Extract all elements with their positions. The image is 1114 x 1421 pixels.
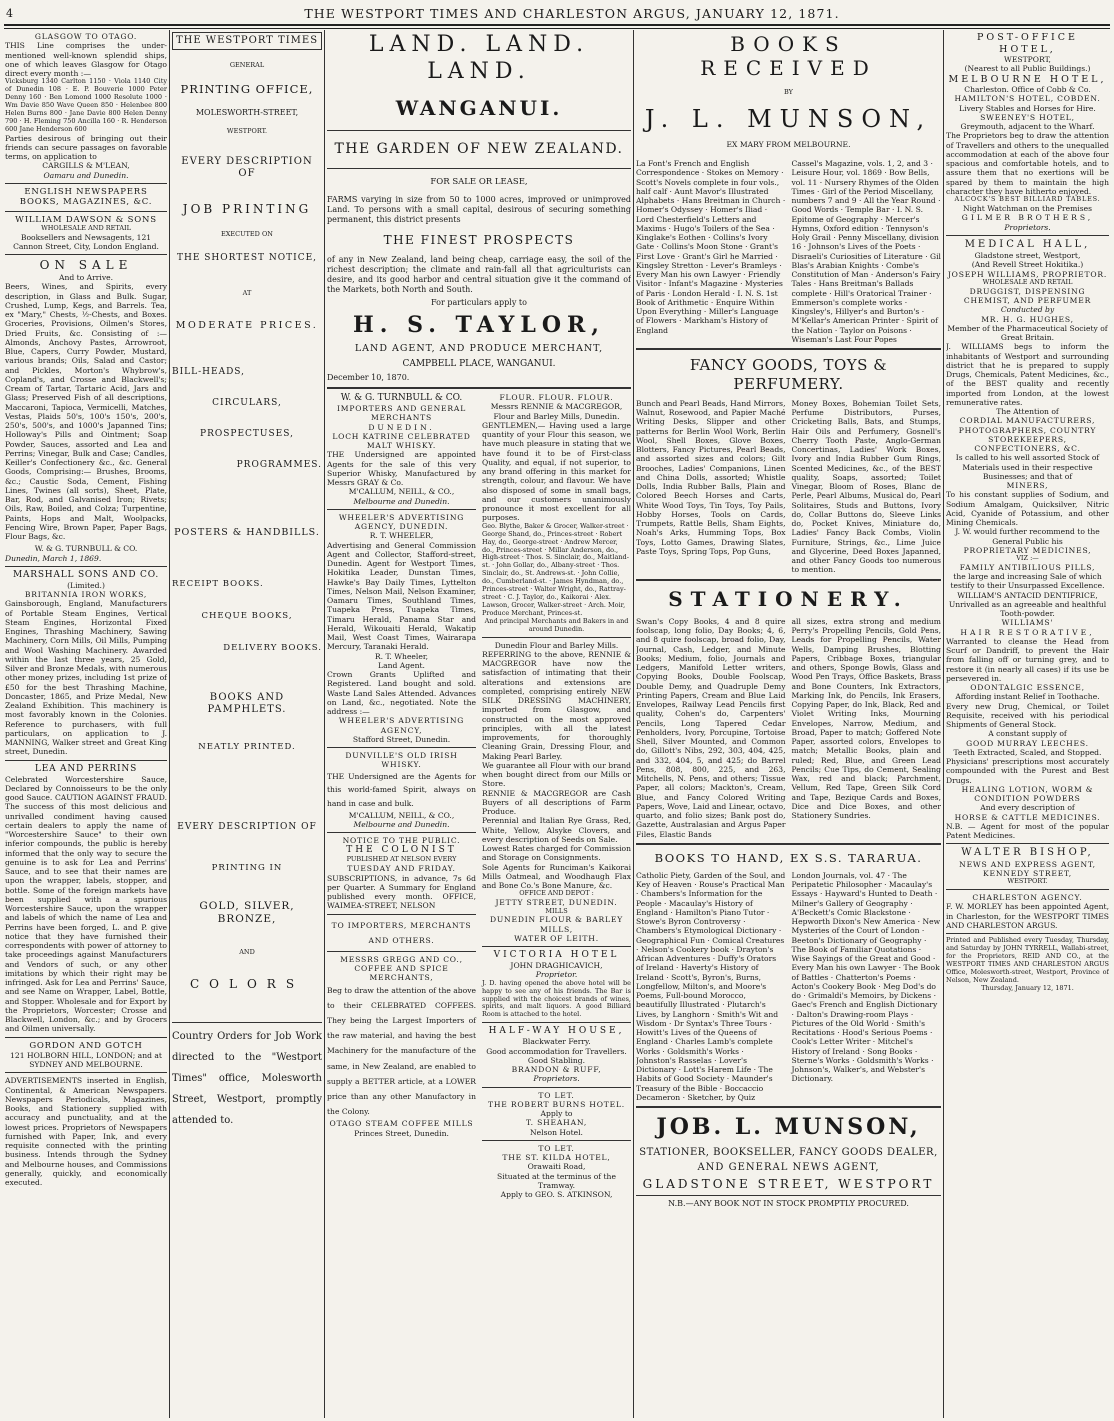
ad-heading: ON SALE [39,258,133,273]
ad-subheading: WHEELER'S ADVERTISING AGENCY, [338,716,465,735]
ad-line: CIRCULARS, [212,398,282,409]
ad-signature: M'CALLUM, NEILL, & CO., [348,487,455,497]
ad-line: THE SHORTEST NOTICE, [176,252,318,263]
ad-subheading: Messrs RENNIE & MACGREGOR, Flour and Barley Mills, Dunedin. [490,402,623,421]
ad-heading: FLOUR. FLOUR. FLOUR. [499,393,614,403]
ad-body: all sizes, extra strong and medium Perry's Propelling Pencils, Gold Pens, Leads for Propelling Pencils, Water Wells, Damping Brushes, Blotting Papers, Cribbage Boxes, triangular and others, Sponge Bowls, Glass and Wood Pen Trays, Office Baskets, Brass and Bone Counters, Ink Extractors, Marking Ink, do Pencils, Ink Erasers, Copying Paper, do Ink, Black, Red and Violet Writing Inks, Mourning Envelopes, Narrow, Medium, and Broad, Paper to match; Goffered Note Paper, assorted colors, Envelopes to match; Metallic Books, plain and ruled; Red, Blue, and Green Lead Pencils; Cue Tips, do Cement, Sealing Wax, red and black; Parchment, Vellum, Red Tape, Green Silk Cord and Tape, Bezique Cards and Boxes, Dice and Dice Boxes, and other Stationery Sundries. [791,616,941,821]
ad-heading: LAND. LAND. LAND. [368,32,590,84]
ad-subheading: KENNEDY STREET, [983,868,1072,878]
ad-line: PROGRAMMES. [236,460,322,471]
ad-body: THE Undersigned are appointed Agents for the sale of this very Superior Whisky, Manufactured by Messrs GRAY & Co. [327,450,476,488]
ad-heading: DUNVILLE'S OLD IRISH WHISKY. [345,751,458,770]
ad-body: Every new Drug, Chemical, or Toilet Requisite, received with his periodical Shipments of General Stock. [946,701,1109,730]
ad-location: Oamaru and Dunedin. [43,170,129,180]
ad-subheading: WHOLESALE AND RETAIL [982,277,1073,286]
divider [482,1140,631,1141]
ad-subheading: EX MARY FROM MELBOURNE. [726,139,851,149]
divider [636,843,941,845]
ad-line: Proprietor. [535,970,578,980]
ad-subheading: WESTPORT. [226,126,268,135]
divider [327,832,476,833]
ad-heading: MESSRS GREGG AND CO., [340,954,463,964]
ad-line: Night Watchman on the Premises [962,204,1093,214]
divider [946,889,1109,890]
column-5 [946,32,1109,1418]
ad-heading: MARSHALL SONS AND CO. [12,569,160,580]
column-1 [5,32,167,1418]
ad-heading: THE WESTPORT TIMES [172,32,322,50]
ad-heading: CHARLESTON AGENCY. [972,893,1083,903]
column-divider [169,30,170,1418]
ad-heading: THE GARDEN OF NEW ZEALAND. [334,141,624,158]
ad-body: Money Boxes, Bohemian Toilet Sets, Perfume Distributors, Purses, Cricketing Balls, Bats, and Stumps, Hair Oils and Perfumery, Gosnell's Cherry Tooth Paste, Anglo-German Concertinas, Ladies' Work Boxes, Ivory and India Rubber Gum Rings, Scented Medicines, &c., of the BEST quality, Soaps, assorted; Toilet Vinegar, Bloom of Roses, Blanc de Perle, Pearl Albums, Musical do, Pearl Solitaires, Studs and Buttons, Ivory do, Collar Buttons do, Sleeve Links do, Pocket Knives, Miniature do, Ladies' Fancy Back Combs, Violin Furniture, Strings, &c., Lime Juice and Glycerine, Deed Boxes Japanned, and other Fancy Goods too numerous to mention. [791,398,941,575]
ad-subheading: BRITANNIA IRON WORKS, [24,590,148,600]
ad-heading: POST-OFFICE HOTEL, [977,32,1078,55]
ad-body: REFERRING to the above, RENNIE & MACGREGOR have now the satisfaction of intimating that their alterations and extensions are completed, comprising entirely NEW SILK DRESSING MACHINERY, imported from Glasgow, and constructed on the most approved principles, with all the latest improvements, for thoroughly Cleaning Grain, Dressing Flour, and Making Pearl Barley. [482,649,631,761]
divider [636,579,941,581]
ad-subheading: EXECUTED ON [221,229,273,238]
ad-subheading: PUBLISHED AT NELSON EVERY [346,855,457,864]
ad-body: F. W. MORLEY has been appointed Agent, in Charleston, for the WESTPORT TIMES AND CHARLESTON ARGUS. [946,902,1109,930]
newspaper-title: THE WESTPORT TIMES AND CHARLESTON ARGUS, JANUARY 12, 1871. [304,5,840,21]
ad-line: COLORS [189,977,305,992]
ad-body: Booksellers and Newsagents, 121 Cannon Street, City, London England. [13,232,159,252]
divider [946,843,1109,844]
ad-subheading: STATIONER, BOOKSELLER, FANCY GOODS DEALER, [639,1147,938,1159]
divider [172,1022,322,1023]
ad-line: PRINTING IN [211,863,283,874]
ad-body: Physicians' prescriptions most accurately compounded with the Purest and Best Drugs. [946,757,1109,785]
ad-heading: TO LET. [538,1143,575,1153]
ad-subheading: LOCH KATRINE CELEBRATED MALT WHISKY. [332,431,471,451]
divider [482,637,631,638]
ad-body: Lowest Rates charged for Commission and Storage on Consignments. [482,844,631,863]
ad-body: We guarantee all Flour with our brand when bought direct from our Mills or Store. [482,760,631,789]
ad-heading: BOOKS RECEIVED [700,32,877,81]
ad-line: Stafford Street, Dunedin. [352,734,451,744]
ad-subheading: JOSEPH WILLIAMS, PROPRIETOR. [947,269,1108,279]
ad-heading: VICTORIA HOTEL [493,950,620,961]
divider [946,933,1109,934]
top-rule-thin [4,28,1110,29]
ad-heading: MELBOURNE HOTEL, [948,73,1107,85]
ad-subheading: CAMPBELL PLACE, WANGANUI. [402,358,556,369]
ad-subheading: And to Arrive. [58,273,114,283]
ad-body: Warranted to cleanse the Head from Scurf or Dandriff, to prevent the Hair from falling off or turning grey, and to restore it (in nearly all cases) if its use be persevered in. [946,636,1109,683]
ad-location: Melbourne and Dunedin. [353,819,450,829]
ad-subheading: HEALING LOTION, WORM & CONDITION POWDERS [961,784,1094,804]
ad-line: Affording instant Relief in Toothache. [955,692,1100,702]
divider [327,509,476,510]
ad-body: THE Undersigned are the Agents for this world-famed Spirit, always on hand in case and bulk. [327,771,476,809]
ad-line: Proprietors. [533,1074,580,1084]
ad-line: ALCOCK'S BEST BILLIARD TABLES. [954,195,1101,204]
ad-subheading: IMPORTERS AND GENERAL MERCHANTS [336,404,467,423]
ad-line: Teeth Extracted, Scaled, and Stopped. [953,747,1102,757]
column-divider [324,30,325,1418]
ad-subheading: CORDIAL MANUFACTURERS, PHOTOGRAPHERS, COUNTRY STOREKEEPERS, CONFECTIONERS, &C. [958,416,1097,454]
ad-subheading: MILLS [545,906,568,915]
ad-body: RENNIE & MACGREGOR are Cash Buyers of all descriptions of Farm Produce. [482,788,631,817]
ad-line: Greymouth, adjacent to the Wharf. [960,122,1095,132]
ad-subheading: FAMILY ANTIBILIOUS PILLS, [959,562,1096,572]
masthead [0,0,1114,26]
ad-body: N.B. — Agent for most of the popular Patent Medicines. [946,821,1109,841]
ad-heading: GLASGOW TO OTAGO. [34,32,138,41]
divider [5,760,167,761]
ad-subheading: GOOD MURRAY LEECHES. [966,738,1089,748]
ad-subheading: FOR SALE OR LEASE, [430,177,528,188]
ad-line: POSTERS & HANDBILLS. [174,527,320,539]
ad-body: The Proprietors beg to draw the attention of Travellers and others to the unequalled accommodation at each of the above four spacious and comfortable hotels, and to assure them that no exertions will be spared by them to maintain the high character they have hitherto enjoyed. [946,131,1109,196]
ad-heading: SWEENEY'S HOTEL, [980,112,1075,122]
ad-signature: CARGILLS & M'LEAN, [42,161,130,171]
divider [327,747,476,748]
divider [327,168,631,169]
ad-subheading: MOLESWORTH-STREET, [195,108,299,118]
page-number: 4 [6,6,13,20]
ad-heading: HALF-WAY HOUSE, [488,1026,625,1037]
ad-body: SUBSCRIPTIONS, in advance, 7s 6d per Quarter. A Summary for England published every month. OFFICE, WAIMEA-STREET, NELSON [327,873,476,911]
ad-signature: M'CALLUM, NEILL, & CO., [348,810,455,820]
ad-subheading: AND GENERAL NEWS AGENT, [697,1162,880,1174]
ad-subheading: WESTPORT, [1004,55,1051,65]
ad-body: Country Orders for Job Work directed to the "Westport Times" office, Molesworth Street, Westport, promptly attended to. [172,1030,322,1126]
ad-line: Nelson Hotel. [530,1127,583,1137]
ad-signature: GILMER BROTHERS, [961,213,1094,223]
ad-subheading: WHOLESALE AND RETAIL [41,224,131,233]
ad-subheading: LAND AGENT, AND PRODUCE MERCHANT, [354,342,604,354]
divider [5,211,167,212]
divider [327,951,476,952]
ad-heading: STATIONERY. [668,586,909,611]
ad-subheading: Dunedin Flour and Barley Mills. [494,640,619,650]
ad-subheading: HAIR RESTORATIVE, [960,627,1095,637]
ad-body: Situated at the terminus of the Tramway. [497,1171,616,1190]
ad-heading: JOB PRINTING [182,202,312,217]
divider [482,946,631,947]
ad-body: Advertising and General Commission Agent and Collector, Stafford-street, Dunedin. Agent for Westport Times, Hokitika Leader, Dunstan Times, Hawke's Bay Daily Times, Lyttelton Times, Nelson Mail, Nelson Examiner, Oamaru Times, Southland Times, Tuapeka Press, Tuapeka Times, Timaru Herald, Panama Star and Herald, Wikouaiti Herald, Wakatip Mail, West Coast Times, Wairarapa Mercury, Taranaki Herald. [327,540,476,652]
ad-subheading: COFFEE AND SPICE MERCHANTS, [354,964,449,983]
book-list-right: Cassel's Magazine, vols. 1, 2, and 3 · Leisure Hour, vol. 1869 · Bow Bells, vol. 11 · Nursery Rhymes of the Olden Times · Girl of the Period Miscellany, numbers 7 and 9 · All the Year Round · Good Words · Temple Bar · I. N. S. Epitome of Geography · Mercer's Hymns, Oxford edition · Tennyson's Holy Grail · Penny Miscellany, division 16 · Johnson's Lives of the Poets · Disraeli's Curiosities of Literature · Gil Blas's Arabian Knights · Combe's Constitution of Man · Anderson's Fairy Tales · Hans Breitman's Ballads complete · Hill's Oratorical Trainer · Emmerson's complete works · Kingsley's, Hillyer's and Burton's · M'Kellar's American Printer · Spirit of the Nation · Taylor on Poisons · Wiseman's Last Four Popes [791,159,941,344]
ad-heading: THE ROBERT BURNS HOTEL. [487,1099,626,1109]
divider [5,254,167,255]
ad-subheading: Gladstone street, Westport, [974,251,1081,261]
ad-heading: PRINTING OFFICE, [180,82,314,97]
column-2 [172,32,322,1418]
ad-heading: WILLIAM DAWSON & SONS [15,214,157,225]
ad-body: FARMS varying in size from 50 to 1000 acres, improved or unimproved Land. To persons with a small capital, desirous of securing something permanent, this district presents [327,195,631,224]
ad-line: EVERY DESCRIPTION OF [177,822,317,833]
ad-heading: FANCY GOODS, TOYS & PERFUMERY. [689,356,888,393]
signatory-list: Geo. Blythe, Baker & Grocer, Walker-street · George Shand, do., Princes-street · Robert Hay, do., George-street · Andrew Mercer, do., Princes-street · Millar Anderson, do., High-street · Thos. S. Sinclair, do., Maitland-st. · John Gollar, do., Albany-street · Thos. Sinclair, do., St. Andrews-st. · John Collie, do., Cumberland-st. · James Hyndman, do., Princes-street · Walter Wright, do., Rattray-street · C. J. Taylor, do., Kaikorai · Alex. Lawson, Grocer, Walker-street · Arch. Moir, Produce Merchant, Princes-st. [482,521,629,617]
ad-heading: GORDON AND GOTCH [29,1040,143,1051]
ad-line: For particulars apply to [431,298,527,308]
ad-line: DELIVERY BOOKS. [223,643,322,654]
ad-subheading: AT [242,288,252,297]
ad-heading: ENGLISH NEWSPAPERS BOOKS, MAGAZINES, &C. [19,186,153,208]
column-4 [636,32,941,1418]
book-list-left: La Font's French and English Correspondence · Stokes on Memory · Scott's Novels complete in four vols., half calf · Aunt Mavor's Illustrated Alphabets · Hans Breitman in Church · Homer's Odyssey · Homer's Iliad · Lord Chesterfield's Letters and Maxims · Hugo's Toilers of the Sea · Kinglake's Eothen · Collins's Ivory Gate · Collins's Moon Stone · Grant's First Love · Grant's Girl he Married · Kingsley Stretton · Lever's Bramleys · Every Man his own Lawyer · Friendly Visitor · Infant's Magazine · Mysteries of Paris · London Herald · I. N. S. 1st Book of Arithmetic · Enquire Within Upon Everything · Miller's Language of Flowers · Markham's History of England [636,159,786,335]
ad-line: J. W. would further recommend to the General Public his [955,527,1100,546]
ad-body: Perennial and Italian Rye Grass, Red, White, Yellow, Alsyke Clovers, and every description of Seeds on Sale. [482,816,631,844]
ad-heading: H. S. TAYLOR, [353,312,605,339]
ad-line: Good Stabling. [527,1055,586,1065]
ad-line: The Attention of [996,407,1059,417]
ad-subheading: ODONTALGIC ESSENCE, [970,683,1085,693]
ad-line: AND [239,948,255,957]
ad-location: Princes Street, Dunedin. [354,1128,449,1138]
ad-body: the large and increasing Sale of which testify to their Unsurpassed Excellence. [950,572,1105,591]
ad-line: PROSPECTUSES, [200,429,294,440]
ad-subheading: WILLIAMS' [1001,618,1054,628]
imprint-date: Thursday, January 12, 1871. [981,983,1074,992]
ad-subheading: GENERAL [229,61,265,70]
divider [327,130,631,131]
ad-body: GENTLEMEN,— Having used a large quantity of your Flour this season, we have much pleasure in stating that we have found it to be of First-class Quality, and equal, if not superior, to any brand offering in this market for strength, colour, and flavour. We have also disposed of some in small bags, and our customers unanimously pronounce it most excellent for all purposes. [482,420,631,523]
ad-subheading: DRUGGIST, DISPENSING CHEMIST, AND PERFUMER [963,286,1092,306]
top-rule [4,24,1110,26]
ad-heading: WALTER BISHOP, [961,847,1094,859]
divider [5,183,167,184]
ad-heading: THE FINEST PROSPECTS [383,232,575,247]
ad-heading: W. & G. TURNBULL & CO. [340,393,463,404]
ad-line: Good accommodation for Travellers. [486,1046,627,1056]
ad-heading: MEDICAL HALL, [964,238,1091,250]
ad-body: J. D. having opened the above hotel will be happy to see any of his friends. The Bar is supplied with the choicest brands of wines, spirits, and malt liquors. A good Billiard Room is attached to the hotel. [482,978,631,1019]
ad-subheading: JOHN DRAGHICAVICH, [510,961,603,971]
divider [482,1087,631,1088]
divider [636,348,941,350]
divider [327,914,476,915]
ad-heading: TO LET. [538,1090,575,1100]
ad-body: Celebrated Worcestershire Sauce, Declared by Connoisseurs to be the only good Sauce. CAUTION AGAINST FRAUD. The success of this most delicious and unrivalled condiment having caused certain dealers to apply the name of "Worcestershire Sauce" to their own inferior compounds, the public is hereby informed that the only way to secure the genuine is to ask for Lea and Perrins' Sauce, and to see that their names are upon the wrapper, labels, stopper, and bottle. Some of the foreign markets have been supplied with a spurious Worcestershire Sauce, upon the wrapper and labels of which the name of Lea and Perrins have been forged, L. and P. give notice that they have furnished their correspondents with power of attorney to take proceedings against Manufacturers and Vendors of such, or any other imitations by which their right may be infringed. Ask for Lea and Perrins' Sauce, and see Name on Wrapper, Label, Bottle, and Stopper. Wholesale and for Export by the Proprietors, Worcester; Crosse and Blackwell, London, &c.; and by Grocers and Oilmen universally. [5,774,167,1034]
ad-body: Gainsborough, England, Manufacturers of Portable Steam Engines, Vertical Steam Engines, Horizontal Fixed Engines, Thrashing Machinery, Sawing Machinery, Corn Mills, Oil Mills, Pumping and Wool Washing Machinery. Awarded within the last three years, 25 Gold, Silver and Bronze Medals, with numerous other money prizes, including 1st prize of £50 for the best Thrashing Machine, Doncaster, 1865, and Prize Medal, New Zealand Exhibition. This machinery is most favorably known in the Colonies. Reference to purchasers, with full particulars, on application to J. MANNING, Walker street and Great King street, Dunedin. [5,599,167,757]
ad-heading: WHEELER'S ADVERTISING AGENCY, DUNEDIN. [338,512,465,532]
ad-line: (And Revell Street Hokitika.) [971,260,1084,270]
ad-signature: W. & G. TURNBULL & CO. [34,544,138,554]
ad-body: Bunch and Pearl Beads, Hand Mirrors, Walnut, Rosewood, and Papier Maché Writing Desks, Slipper and other patterns for Berlin Wool Work, Berlin Wool, Shell Boxes, Glove Boxes, Blotters, Fancy Pictures, Pearl Beads, and assorted sizes and colors; Gilt Brooches, Ladies' Companions, Linen and China Dolls, assorted; Whistle Dolls, India Rubber Balls, Plain and Colored Beech Horses and Carts, White Wood Toys, Tin Toys, Toy Pails, Hobby Horses, Tools on Cards, Trumpets, Rattle Bells, Sham Eights, Noah's Arks, Humming Tops, Box Toys, Lotto Games, Drawing Slates, Paste Toys, Spring Tops, Pop Guns, [636,398,786,556]
ad-line: N.B.—ANY BOOK NOT IN STOCK PROMPTLY PROCURED. [668,1199,909,1209]
book-list-right: London Journals, vol. 47 · The Peripatetic Philosopher · Macaulay's Essays · Hayward's Hunted to Death · Milner's Gallery of Geography · A'Beckett's Comic Blackstone · Hepworth Dixon's New America · New Mysteries of the Court of London · Beeton's Dictionary of Geography · The Book of Familiar Quotations · Wise Sayings of the Great and Good · Every Man his own Lawyer · The Book of Battles · Chatterton's Poems · Acton's Cookery Book · Meg Dod's do do · Grimaldi's Memoirs, by Dickens · Gaec's French and English Dictionary · Dalton's Drawing-room Plays · Pictures of the Old World · Smith's Recitations · Hood's Serious Poems · Cook's Letter Writer · Mitchel's History of Ireland · Song Books · Sterne's Works · Goldsmith's Works · Johnson's, Walker's, and Webster's Dictionary. [791,870,941,1084]
ad-body: Beers, Wines, and Spirits, every description, in Glass and Bulk. Sugar, Crushed, Lump, Kegs, and Barrels. Tea, ex "Mary," Chests, ½-Chests, and Boxes. Groceries, Provisions, Oilmen's Stores, Dried Fruits, &c. Consisting of :— Almonds, Anchovy Pastes, Arrowroot, Blue, Capers, Curry Powder, Mustard, various brands; Oils, Salad and Castor; and Pickles, Morton's Whybrow's, Copland's, and Crosse and Blackwell's; Cream of Tartar, Tartaric Acid, Jars and Glass; Preserved Fish of all descriptions, Maccaroni, Tapioca, Vermicelli, Matches, Vestas, Plaids 50's, 100's 150's, 200's, 250's, 500's, and 1000's Japanned Tins; Holloway's Pills and Ointment; Soap Powder, Sauces, assorted and Lea and Perrins; Vinegar, Bulk and Case; Candles, Keiller's Confectionery &c., &c. General Goods, Comprising:— Brushes, Brooms, &c.; Caustic Soda, Cement, Fishing Lines, Twines (all sorts), Sheet, Plate, Bar, Rod, and Galvanised Iron; Rivets; Oils, Raw, Boiled, and Colza; Turpentine, Paints, Hops and Malt, Woolpacks, Fencing Wire, Brown Paper, Paper Bags, Flour Bags, &c. [5,282,167,542]
ad-subheading: DUNEDIN FLOUR & BARLEY MILLS, [489,915,624,934]
ad-signature: BRANDON & RUFF, [511,1065,602,1075]
ad-body: J. WILLIAMS begs to inform the inhabitants of Westport and surrounding district that he is prepared to supply Drugs, Chemicals, Patent Medicines, &c., of the BEST quality and recently imported from London, at the lowest remunerative rates. [946,342,1109,407]
ad-heading: HAMILTON'S HOTEL, COBDEN. [954,94,1101,104]
column-divider [633,30,634,1418]
ad-subheading: MINERS, [1006,481,1049,491]
ad-subheading: HORSE & CATTLE MEDICINES. [954,812,1101,822]
ad-line: Charleston. Office of Cobb & Co. [964,85,1091,95]
column-3 [327,32,631,1418]
ad-body: Swan's Copy Books, 4 and 8 quire foolscap, long folio, Day Books; 4, 6, and 8 quire foolscap, broad folio, Day, Journal, Cash, Ledger, and Minute Books; Medium, folio, Journals and Ledgers, Manifold Letter writers, Copying Books, Double Foolscap, Double Demy, and Quadruple Demy Printing Papers, Cream and Blue Laid Envelopes, Railway Lead Pencils first quality, Cohen's do, Carpenters' Pencils, Long Tapered Cedar Penholders, Ivory, Porcupine, Tortoise Shell, Silver Mounted, and Common do, Gillott's Nibs, 292, 303, 404, 425, and 332, 404, 5, and 425; do Barrel Pens, 808, 800, 225, and 263, Mitchells, N. Pens, and others; Tissue Paper, all colors; Mackton's, Cream, Blue, and Fancy Colored Writing Papers, Wove, Laid and Linear, octavo, quarto, and folio sizes; Bank post do, Gazette, Australasian and Argus Paper Files, Elastic Bands [636,616,786,839]
divider [482,1022,631,1023]
ad-body: Sole Agents for Runciman's Kaikorai Mills Oatmeal, and Woodhaugh Flax and Bone Co.'s Bone Manure, &c. [482,862,631,891]
divider [5,566,167,567]
ad-line: Member of the Pharmaceutical Society of Great Britain. [947,323,1108,343]
ad-line: NEATLY PRINTED. [198,742,296,753]
ad-body: ADVERTISEMENTS inserted in English, Continental, & American Newspapers. Newspapers Periodicals, Magazines, Books, and Stationery supplied with accuracy and punctuality, and at the lowest prices. Proprietors of Newspapers furnished with Paper, Ink, and every requisite connected with the printing business. Intends through the Sydney and Melbourne houses, and Commissions generally, quickly, and economically executed. [5,1076,167,1188]
ad-subheading: WESTPORT. [1007,877,1048,886]
ad-line: Apply to [540,1109,573,1119]
book-list-left: Catholic Piety, Garden of the Soul, and Key of Heaven · Rouse's Practical Man · Chambers's Information for the People · Macaulay's History of England · Hamilton's Piano Tutor · Stowe's Byron Controversy · Chambers's Etymological Dictionary · Geographical Fun · Comical Creatures · Nelson's Cookery book · Drayton's African Adventures · Duffy's Orators of Ireland · Haverty's History of Ireland · Scott's, Byron's, Burns, Longfellow, Milton's, and Moore's Poems, Full-bound Morocco, beautifully Illustrated · Plutarch's Lives, by Langhorn · Smith's Wit and Wisdom · Dr Syntax's Three Tours · Howitt's Lives of the Queens of England · Charles Lamb's complete Works · Goldsmith's Works · Johnston's Rasselas · Lover's Dictionary · Lott's Harem Life · The Habits of Good Society · Maunder's Treasury of the Bible · Boccaccio Decameron · Sketcher, by Quiz [636,870,786,1102]
ad-subheading: R. T. WHEELER, [369,531,434,541]
ad-line: Livery Stables and Horses for Hire. [959,103,1096,113]
ad-line: RECEIPT BOOKS. [172,578,264,589]
ad-subheading: MR. H. G. HUGHES, [981,314,1074,324]
ship-list: Vicksburg 1340 Carlton 1150 · Viola 1140 City of Dunedin 108 · E. P. Bouverie 1000 Peter Denny 160 · Ben Lomond 1000 Resolute 1000 · Wm Davie 850 Wave Queen 850 · Helenbee 800 Helen Burns 800 · Jane Davie 800 Helen Denny 790 · H. Fleming 750 Ancilla 160 · R. Henderson 600 Jane Henderson 600 [5,77,167,133]
ad-subheading: WATER OF LEITH. [514,933,599,943]
ad-subheading: JETTY STREET, DUNEDIN. [495,898,618,908]
ad-line: BILL-HEADS, [172,367,246,378]
ad-line: CHEQUE BOOKS, [201,611,293,621]
ad-subheading: Orawaiti Road, [527,1162,586,1172]
ad-line: GOLD, SILVER, BRONZE, [199,899,295,925]
ad-heading: LEA AND PERRINS [34,763,138,774]
ad-subheading: PROPRIETARY MEDICINES, [963,545,1092,555]
ad-body: of any in New Zealand, land being cheap, carriage easy, the soil of the richest description; the climate and rain-fall all that agriculturists can desire, and its good harbor and central situation give it the command of the Markets, both North and South. [327,255,631,294]
ad-line: Land Agent. [378,660,425,670]
divider [5,1072,167,1073]
column-divider [943,30,944,1418]
ad-subheading: OFFICE AND DEPOT : [519,889,594,898]
ad-subheading: Blackwater Ferry. [522,1037,591,1047]
ad-body: Crown Grants Uplifted and Registered. Land bought and sold. Waste Land Sales Attended. Advances on Land, &c., negotiated. Note the address :— [327,670,476,717]
ad-heading: THE COLONIST [346,845,457,856]
ad-line: And principal Merchants and Bakers in and around Dunedin. [484,616,629,633]
divider [636,1195,941,1196]
ad-heading: J. L. MUNSON, [644,104,933,133]
ad-subheading: NEWS AND EXPRESS AGENT, [959,859,1096,869]
ad-line: VIZ :— [1016,554,1039,563]
ad-line: Proprietors. [1004,222,1051,232]
ad-signature: R. T. Wheeler, [374,651,429,661]
ad-body: Is called to his well assorted Stock of Materials used in their respective Businesses; and that of [955,453,1100,481]
ad-subheading: TUESDAY AND FRIDAY. [347,864,456,874]
ad-body: Beg to draw the attention of the above to their CELEBRATED COFFEES. They being the Largest Importers of the raw material, and having the best Machinery for the manufacture of the same, in New Zealand, are enabled to supply a BETTER article, at a LOWER price than any other Manufactory in the Colony. [327,985,476,1117]
ad-signature: T. SHEAHAN, [525,1118,588,1128]
ad-location: Melbourne and Dunedin. [353,496,450,506]
ad-body: WILLIAM'S ANTACID DENTIFRICE, Unrivalled as an agreeable and healthful Tooth-powder. [948,590,1107,619]
ad-heading: BOOKS TO HAND, EX S.S. TARARUA. [654,850,923,865]
ad-heading: WANGANUI. [395,95,563,120]
ad-heading: NOTICE TO THE PUBLIC. [342,836,461,846]
divider [327,387,631,389]
ad-body: To his constant supplies of Sodium, and Sodium Amalgam, Quicksilver, Nitric Acid, Cyanide of Potassium, and other Mining Chemicals. [946,490,1109,528]
ad-line: Conducted by [1000,305,1055,315]
ad-subheading: DUNEDIN. [368,422,435,432]
ad-body: THIS Line comprises the under-mentioned well-known splendid ships, one of which leaves Glasgow for Otago direct every month :— [5,41,167,78]
ad-line: MODERATE PRICES. [175,319,319,331]
ad-subheading: BY [784,87,793,96]
ad-subheading: GLADSTONE STREET, WESTPORT [642,1177,935,1192]
divider [946,235,1109,236]
ad-heading: TO IMPORTERS, MERCHANTS AND OTHERS. [331,920,472,945]
divider [5,1037,167,1038]
ad-date: December 10, 1870. [327,373,410,383]
ad-line: A constant supply of [988,729,1067,739]
ad-signature: OTAGO STEAM COFFEE MILLS [329,1119,474,1129]
ad-heading: JOB. L. MUNSON, [656,1114,921,1141]
ad-line: EVERY DESCRIPTION OF [181,155,313,179]
ad-heading: THE ST. KILDA HOTEL, [502,1153,611,1163]
imprint: Printed and Published every Tuesday, Thursday, and Saturday by JOHN TYRRELL, Wallabi-street, for the Proprietors, REID AND CO., at the WESTPORT TIMES AND CHARLESTON ARGUS Office, Molesworth-street, Westport, Province of Nelson, New Zealand. [946,936,1109,984]
ad-line: BOOKS AND PAMPHLETS. [207,691,287,715]
ad-date: Dunedin, March 1, 1869. [5,553,102,563]
ad-body: Parties desirous of bringing out their friends can secure passages on favorable terms, on application to [5,133,167,162]
ad-subheading: (Limited.) [67,580,105,590]
ad-line: (Nearest to all Public Buildings.) [964,64,1091,74]
ad-line: And every description of [980,803,1075,813]
divider [636,1106,941,1108]
ad-line: Apply to GEO. S. ATKINSON, [500,1190,613,1200]
ad-subheading: 121 HOLBORN HILL, LONDON; and at SYDNEY AND MELBOURNE. [10,1050,162,1070]
